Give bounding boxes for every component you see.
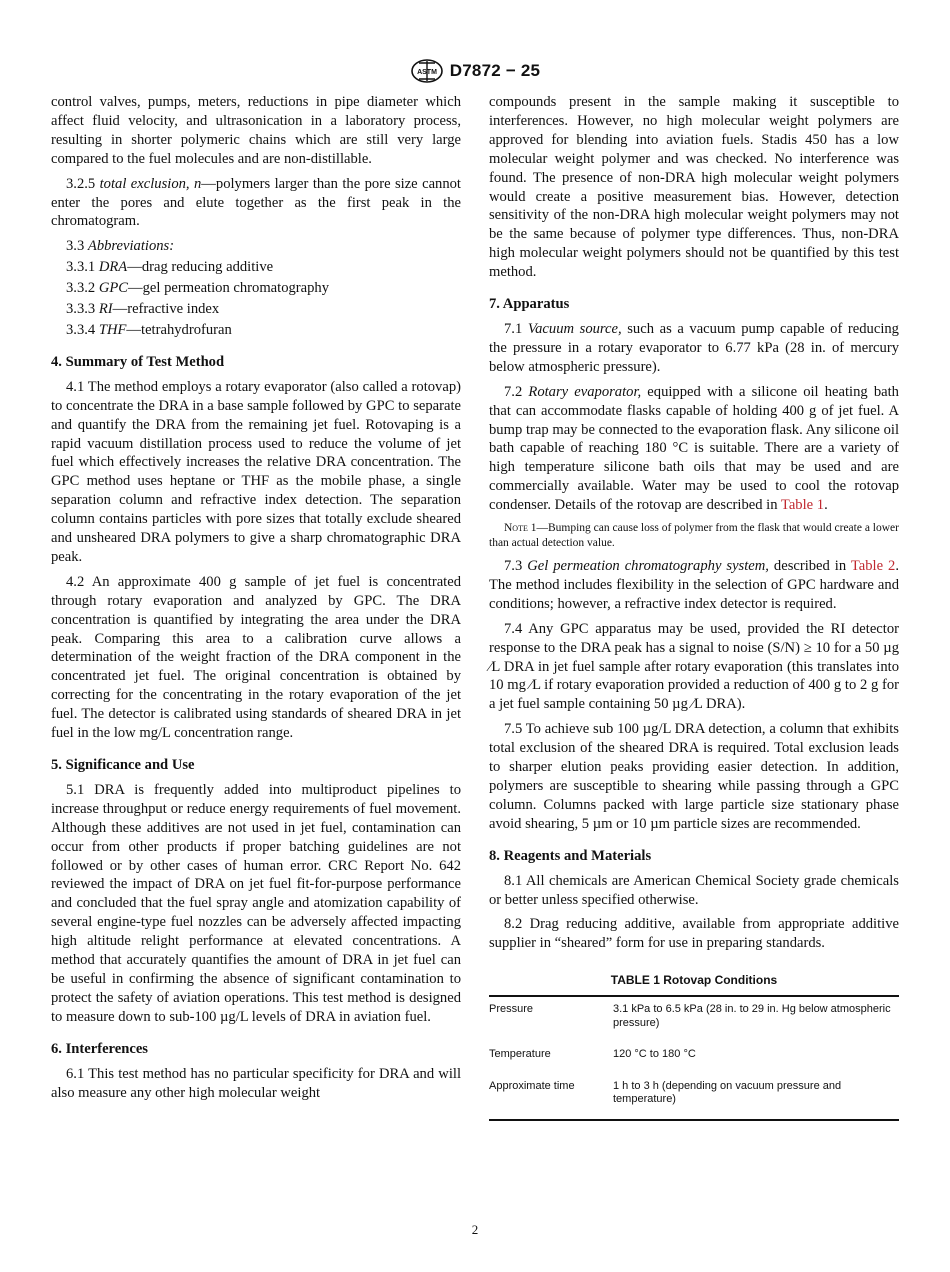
abbr-number: 3.3.4 [66, 321, 96, 338]
paragraph-7-5: 7.5 To achieve sub 100 µg/L DRA detection, a column that exhibits total exclusion of the sheared DRA is required. Total exclusion leads to sharper elution peaks providing easier detection. In addition, polymers are susceptible to shearing while passing through a GPC column. Columns packed with large particle size stationary phase avoid shearing, 5 µm or 10 µm particle sizes are recommended. [489, 721, 899, 832]
paragraph-text: described in [768, 558, 851, 575]
section-number: 7.2 [504, 383, 523, 400]
term: total exclusion, n [99, 175, 202, 192]
table-cell-key: Temperature [489, 1048, 551, 1061]
section-number: 7.3 [504, 558, 523, 575]
paragraph-8-1: 8.1 All chemicals are American Chemical Society grade chemicals or better unless specified otherwise. [489, 872, 899, 908]
definition: —polymers larger than the pore size cannot enter the pores and elute together as the first peak in the chromatogram. [51, 175, 461, 230]
table-cell-value: 120 °C to 180 °C [613, 1048, 696, 1061]
table-2-link[interactable]: Table 2 [850, 558, 896, 575]
table-cell-value: 3.1 kPa to 6.5 kPa (28 in. to 29 in. Hg below atmospheric pressure) [613, 1003, 891, 1029]
table-cell-key: Approximate time [489, 1079, 575, 1092]
table-cell-value: 1 h to 3 h (depending on vacuum pressure and temperature) [613, 1079, 842, 1106]
abbr-def: —tetrahydrofuran [126, 321, 232, 338]
document-id: D7872 − 25 [449, 61, 541, 80]
abbr-term: GPC [98, 280, 129, 297]
abbr-def: —refractive index [112, 301, 220, 318]
abbr-def: —gel permeation chromatography [128, 280, 330, 297]
table-1-rotovap-conditions [489, 995, 899, 1121]
table-row [489, 996, 899, 1042]
paragraph-7-4: 7.4 Any GPC apparatus may be used, provided the RI detector response to the DRA peak has a signal to noise (S/N) ≥ 10 for a 50 µg ⁄L DRA in jet fuel sample after rotary evaporation (this translates into 10 mg ⁄L if rotary evaporation provided a reduction of 400 g to 2 g for a jet fuel sample containing 50 µg ⁄L DRA). [489, 620, 899, 713]
paragraph-7-1 [489, 320, 899, 377]
abbr-item [51, 321, 461, 340]
abbr-number: 3.3.2 [66, 280, 96, 297]
section-heading: 4. Summary of Test Method [51, 353, 225, 370]
page-header [0, 58, 950, 84]
abbr-item [51, 300, 461, 319]
paragraph-continuation: control valves, pumps, meters, reductions in pipe diameter which affect fluid velocity, and ultrasonication in a laboratory process, resulting in shorter polymeric chains which are still very large compared to the fuel molecules and are non-distillable. [51, 94, 461, 167]
term: Vacuum source, [527, 320, 622, 337]
paragraph-continuation: compounds present in the sample making it susceptible to interferences. However, no high molecular weight polymers are approved for blending into aviation fuels. Stadis 450 has a low molecular weight polymer and was checked. No interference was found. The presence of non-DRA high molecular weight polymers would create a positive measurement bias. However, detection sensitivity of the non-DRA high molecular weight polymers may not be the same because of polymer type differences. Thus, non-DRA high molecular weight polymers should not be quantified by this test method. [489, 94, 899, 281]
abbr-item [51, 258, 461, 277]
abbr-term: DRA [98, 259, 128, 276]
section-number: 3.3 [66, 238, 85, 255]
section-heading: 6. Interferences [51, 1040, 148, 1057]
paragraph-7-2 [489, 383, 899, 515]
section-number: 3.2.5 [66, 175, 96, 192]
abbr-term: RI [98, 301, 113, 318]
paragraph-7-3 [489, 557, 899, 614]
abbr-def: —drag reducing additive [127, 259, 274, 276]
right-column [489, 93, 899, 1121]
paragraph-3-2-5 [51, 175, 461, 232]
term: Rotary evaporator, [528, 383, 642, 400]
section-number: 7.1 [504, 320, 523, 337]
astm-logo-icon [410, 59, 444, 83]
abbr-term: THF [98, 321, 127, 338]
svg-text:ASTM: ASTM [416, 69, 437, 76]
paragraph-8-2: 8.2 Drag reducing additive, available from appropriate additive supplier in “sheared” form for use in preparing standards. [489, 916, 899, 952]
note-label: Note 1 [504, 522, 537, 535]
table-cell-key: Pressure [489, 1003, 534, 1016]
left-column [51, 93, 461, 1108]
paragraph-4-1: 4.1 The method employs a rotary evaporator (also called a rotovap) to concentrate the DRA in a base sample followed by GPC to separate and quantify the DRA from the remaining jet fuel. Rotovaping is a rapid vacuum distillation process used to reduce the volume of jet fuel which effectively increases the relative DRA concentration. The GPC method uses heptane or THF as the mobile phase, a single separation column and refractive index detection. The separation column contains particles with pore sizes that totally exclude sheared and unsheared DRA polymers to give a sharp chromatographic DRA peak. [51, 378, 461, 565]
table-row [489, 1042, 899, 1074]
paragraph-text: equipped with a silicone oil heating bath that can accommodate flasks capable of holding 400 g of jet fuel. A bump trap may be connected to the evaporation flask. Any silicone oil bath capable of reaching 180 °C is suitable. There are a variety of high temperature silicone bath oils that may be used and are commercially available. Water may be used to cool the rotovap condenser. Details of the rotovap are described in [489, 383, 899, 514]
section-heading: 5. Significance and Use [51, 757, 195, 773]
table-1-title: TABLE 1 Rotovap Conditions [610, 973, 778, 988]
table-row [489, 1074, 899, 1120]
abbr-item [51, 279, 461, 298]
section-heading: 8. Reagents and Materials [489, 847, 652, 864]
paragraph-text: . [824, 497, 828, 514]
paragraph-text: such as a vacuum pump capable of reducing the pressure in a rotary evaporator to 6.77 kPa (28 in. of mercury below atmospheric pressure). [489, 320, 899, 375]
term: Gel permeation chromatography system, [527, 558, 769, 575]
note-1 [489, 521, 899, 551]
paragraph-6-1: 6.1 This test method has no particular specificity for DRA and will also measure any other high molecular weight [51, 1065, 461, 1101]
table-1-link[interactable]: Table 1 [780, 497, 825, 514]
page-number: 2 [471, 1222, 479, 1237]
paragraph-text: . The method includes flexibility in the selection of GPC hardware and conditions; however, a refractive index detector is required. [489, 558, 899, 612]
abbr-number: 3.3.1 [66, 259, 96, 276]
paragraph-3-3 [51, 237, 461, 256]
abbr-number: 3.3.3 [66, 301, 96, 318]
paragraph-5-1: 5.1 DRA is frequently added into multiproduct pipelines to increase throughput or reduce energy requirements of fuel movement. Although these additives are not used in jet fuel, contamination can occur from other products if proper batching guidelines are not followed or by other cases of human error. CRC Report No. 642 reviewed the impact of DRA on jet fuel fit-for-purpose performance and concluded that the fuel spray angle and atomization capability of several engine-type fuel nozzles can be adversely affected impacting high altitude relight performance at elevated concentrations. A method that accurately quantifies the amount of DRA in jet fuel can be useful in confirming the absence of significant contamination to protect the safety of aviation operations. This test method is designed to measure down to sub-100 µg/L levels of DRA in aviation fuel. [51, 781, 461, 1025]
paragraph-4-2: 4.2 An approximate 400 g sample of jet fuel is concentrated through rotary evaporation and analyzed by GPC. The DRA concentration is quantified by integrating the area under the DRA peak. Comparing this area to a calibration curve allows a determination of the weight fraction of the DRA component in the concentrated jet fuel. The original concentration is obtained by correcting for the concentrating in the rotary evaporation of the jet fuel. The detector is calibrated using standards of sheared DRA in jet fuel in the low mg/L concentration range. [51, 573, 461, 742]
note-text: —Bumping can cause loss of polymer from the flask that would create a lower than actual detection value. [489, 522, 899, 550]
section-heading: 7. Apparatus [489, 296, 570, 313]
term: Abbreviations: [87, 238, 175, 255]
